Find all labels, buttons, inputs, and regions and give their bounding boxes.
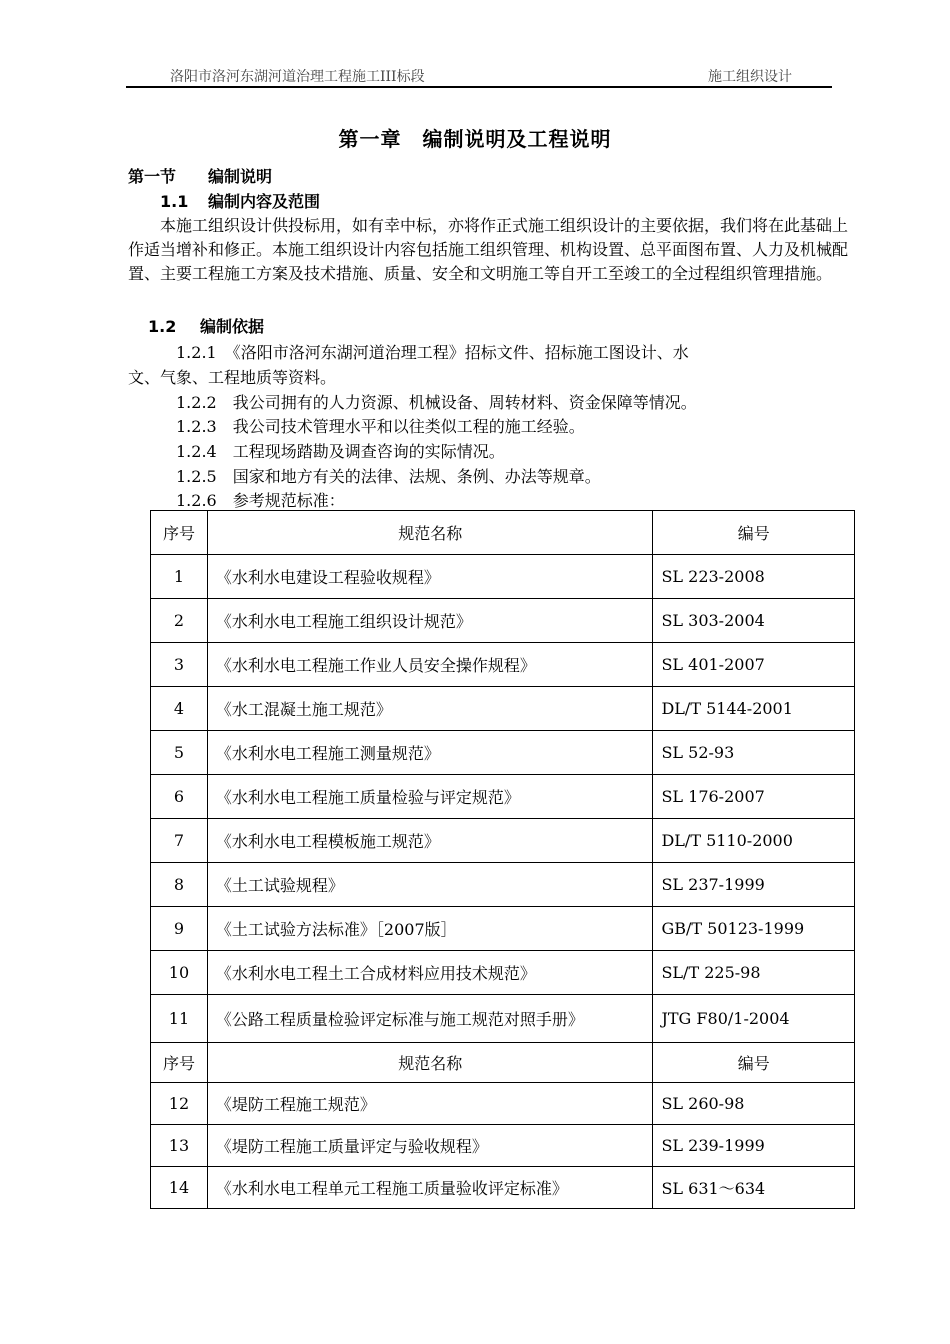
table-header-row bbox=[151, 511, 855, 555]
table-row bbox=[151, 1083, 855, 1125]
standard-name: 《水利水电工程施工测量规范》 bbox=[207, 731, 653, 775]
standard-code: SL 237-1999 bbox=[653, 863, 855, 907]
standard-name: 《水利水电工程模板施工规范》 bbox=[207, 819, 653, 863]
table-row bbox=[151, 951, 855, 995]
standard-code: SL 631～634 bbox=[653, 1167, 855, 1209]
row-number: 14 bbox=[151, 1167, 208, 1209]
subsection-heading-1-2 bbox=[148, 314, 264, 337]
standard-name: 《土工试验规程》 bbox=[207, 863, 653, 907]
standard-code: SL 176-2007 bbox=[653, 775, 855, 819]
table-row bbox=[151, 775, 855, 819]
standard-code: SL 52-93 bbox=[653, 731, 855, 775]
basis-item-6: 1.2.6 参考规范标准： bbox=[176, 491, 345, 510]
standard-code: GB/T 50123-1999 bbox=[653, 907, 855, 951]
table-row bbox=[151, 907, 855, 951]
standard-name: 《堤防工程施工规范》 bbox=[207, 1083, 653, 1125]
header-code: 编号 bbox=[653, 511, 855, 555]
standard-name: 《水利水电工程施工组织设计规范》 bbox=[207, 599, 653, 643]
page-header bbox=[126, 62, 832, 88]
standard-name: 《水工混凝土施工规范》 bbox=[207, 687, 653, 731]
row-number: 4 bbox=[151, 687, 208, 731]
header-no: 序号 bbox=[151, 511, 208, 555]
header-no: 序号 bbox=[151, 1043, 208, 1083]
subsection-number: 1.1 bbox=[160, 192, 189, 211]
table-row bbox=[151, 819, 855, 863]
table-row bbox=[151, 643, 855, 687]
row-number: 3 bbox=[151, 643, 208, 687]
subsection-heading-1-1 bbox=[160, 189, 320, 212]
standard-name: 《堤防工程施工质量评定与验收规程》 bbox=[207, 1125, 653, 1167]
row-number: 7 bbox=[151, 819, 208, 863]
table-row bbox=[151, 599, 855, 643]
row-number: 9 bbox=[151, 907, 208, 951]
standard-code: SL 303-2004 bbox=[653, 599, 855, 643]
standard-name: 《土工试验方法标准》［2007版］ bbox=[207, 907, 653, 951]
section-number: 第一节 bbox=[128, 167, 177, 186]
row-number: 11 bbox=[151, 995, 208, 1043]
row-number: 10 bbox=[151, 951, 208, 995]
basis-item-4: 1.2.4 工程现场踏勘及调查咨询的实际情况。 bbox=[176, 442, 505, 461]
standard-code: JTG F80/1-2004 bbox=[653, 995, 855, 1043]
section-title: 编制说明 bbox=[208, 167, 273, 186]
row-number: 1 bbox=[151, 555, 208, 599]
standard-code: SL 260-98 bbox=[653, 1083, 855, 1125]
standard-name: 《水利水电工程单元工程施工质量验收评定标准》 bbox=[207, 1167, 653, 1209]
standard-code: SL 401-2007 bbox=[653, 643, 855, 687]
row-number: 12 bbox=[151, 1083, 208, 1125]
table-row bbox=[151, 863, 855, 907]
table-row bbox=[151, 1125, 855, 1167]
chapter-title: 第一章 编制说明及工程说明 bbox=[338, 127, 612, 151]
standard-code: DL/T 5144-2001 bbox=[653, 687, 855, 731]
standard-name: 《公路工程质量检验评定标准与施工规范对照手册》 bbox=[207, 995, 653, 1043]
table-row bbox=[151, 555, 855, 599]
standard-name: 《水利水电建设工程验收规程》 bbox=[207, 555, 653, 599]
table-row bbox=[151, 687, 855, 731]
table-row bbox=[151, 1167, 855, 1209]
table-row bbox=[151, 731, 855, 775]
subsection-title: 编制内容及范围 bbox=[208, 192, 321, 211]
basis-item-3: 1.2.3 我公司技术管理水平和以往类似工程的施工经验。 bbox=[176, 417, 585, 436]
header-name: 规范名称 bbox=[207, 511, 653, 555]
header-doc-type: 施工组织设计 bbox=[708, 69, 792, 85]
section-heading bbox=[128, 164, 272, 187]
standards-table bbox=[150, 510, 855, 1209]
header-project-name: 洛阳市洛河东湖河道治理工程施工III标段 bbox=[170, 69, 425, 85]
basis-item-5: 1.2.5 国家和地方有关的法律、法规、条例、办法等规章。 bbox=[176, 467, 601, 486]
standard-code: SL 239-1999 bbox=[653, 1125, 855, 1167]
standard-name: 《水利水电工程土工合成材料应用技术规范》 bbox=[207, 951, 653, 995]
row-number: 6 bbox=[151, 775, 208, 819]
row-number: 2 bbox=[151, 599, 208, 643]
row-number: 5 bbox=[151, 731, 208, 775]
basis-item-1: 1.2.1 《洛阳市洛河东湖河道治理工程》招标文件、招标施工图设计、水 bbox=[176, 343, 689, 362]
row-number: 13 bbox=[151, 1125, 208, 1167]
subsection-number: 1.2 bbox=[148, 317, 177, 336]
scope-text: 本施工组织设计供投标用，如有幸中标，亦将作正式施工组织设计的主要依据，我们将在此基础上作适当增补和修正。本施工组织设计内容包括施工组织管理、机构设置、总平面图布置、人力及机械配置、主要工程施工方案及技术措施、质量、安全和文明施工等自开工至竣工的全过程组织管理措施。 bbox=[128, 216, 849, 283]
standard-name: 《水利水电工程施工作业人员安全操作规程》 bbox=[207, 643, 653, 687]
standard-code: SL 223-2008 bbox=[653, 555, 855, 599]
standard-name: 《水利水电工程施工质量检验与评定规范》 bbox=[207, 775, 653, 819]
table-row bbox=[151, 995, 855, 1043]
header-code: 编号 bbox=[653, 1043, 855, 1083]
header-name: 规范名称 bbox=[207, 1043, 653, 1083]
standard-code: SL/T 225-98 bbox=[653, 951, 855, 995]
scope-paragraph bbox=[128, 214, 848, 286]
basis-item-1-cont: 文、气象、工程地质等资料。 bbox=[128, 368, 337, 387]
subsection-title: 编制依据 bbox=[200, 317, 265, 336]
table-header-row-repeat bbox=[151, 1043, 855, 1083]
basis-item-2: 1.2.2 我公司拥有的人力资源、机械设备、周转材料、资金保障等情况。 bbox=[176, 393, 697, 412]
standard-code: DL/T 5110-2000 bbox=[653, 819, 855, 863]
row-number: 8 bbox=[151, 863, 208, 907]
